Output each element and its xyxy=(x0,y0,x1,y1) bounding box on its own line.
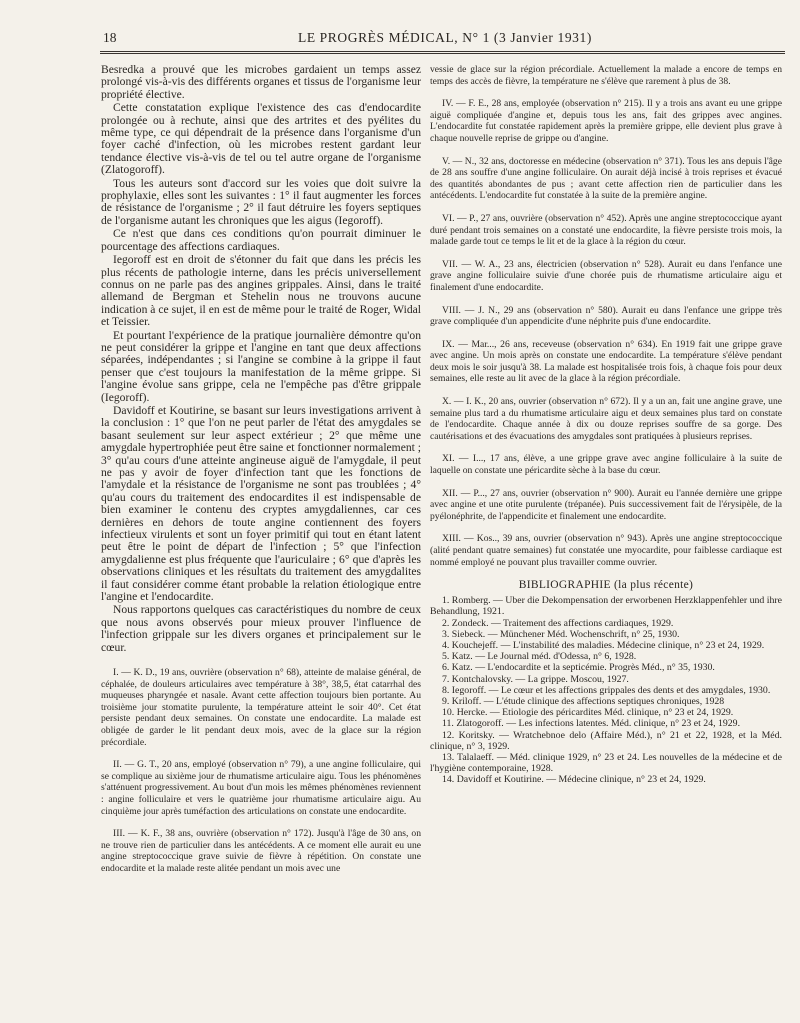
observation-paragraph: IX. — Mar..., 26 ans, receveuse (observation n° 634). En 1919 fait une grippe grave avec angine. Un mois après on constate une endocardite. La température s'élève pendant deux mois le soir jusqu'à 38. La malade est hospitalisée trois fois, à chaque fois pour deux semaines, elle reste au lit avec de la glace à la région précordiale. xyxy=(430,338,782,385)
running-header xyxy=(103,30,783,50)
running-title: LE PROGRÈS MÉDICAL, N° 1 (3 Janvier 1931) xyxy=(298,30,592,45)
observation-paragraph: VIII. — J. N., 29 ans (observation n° 580). Aurait eu dans l'enfance une grippe très grave compliquée d'un appendicite d'une néphrite puis d'une endocardite. xyxy=(430,304,782,328)
body-paragraph: Cette constatation explique l'existence des cas d'endocardite prolongée ou à rechute, ainsi que des artrites et des pyélites du même type, ce qui dépendrait de la présence dans l'organisme d'un foyer caché d'infection, où les microbes restent gardant leur tendance élective vis-à-vis de tel ou tel autre organe de l'organisme (Zlatogoroff). xyxy=(101,101,421,177)
paragraph-gap xyxy=(101,655,421,667)
observation-paragraph: vessie de glace sur la région précordiale. Actuellement la malade a encore de temps en temps des accès de fièvre, la température ne s'élève que rarement à plus de 38. xyxy=(430,64,782,87)
bibliography-entry: 12. Koritsky. — Wratchebnoe delo (Affaire Méd.), n° 21 et 22, 1928, et la Méd. clinique, n° 3, 1929. xyxy=(430,729,782,752)
bibliography-entry: 11. Zlatogoroff. — Les infections latentes. Méd. clinique, n° 23 et 24, 1929. xyxy=(442,718,741,730)
bibliography-entry: 1. Romberg. — Uber die Dekompensation der erworbenen Herzklappenfehler und ihre Behandlung, 1921. xyxy=(430,595,782,618)
body-paragraph: Nous rapportons quelques cas caractéristiques du nombre de ceux que nous avons observés pour mieux prouver l'influence de l'infection grippale sur les divers organes et principalement sur le cœur. xyxy=(101,603,421,654)
observation-paragraph: VII. — W. A., 23 ans, électricien (observation n° 528). Aurait eu dans l'enfance une grave angine folliculaire suivie d'une chorée puis de rhumatisme articulaire aigu et finalement d'une endocardite. xyxy=(430,258,782,293)
body-paragraph: Davidoff et Koutirine, se basant sur leurs investigations arrivent à la conclusion : 1° que l'on ne peut parler de l'état des amygdales se basant seulement sur leur aspect extérieur ; 2° que même une amygdale hypertrophiée peut être saine et fonctionner normalement ; 3° qu'au cours d'une atteinte angineuse aiguë de l'amygdale, il peut ne pas y avoir de foyer d'infection tant que les fonctions de l'amydale et la résistance de l'organisme ne sont pas troublées ; 4° qu'au cours du traitement des endocardites il est indispensable de bien examiner le contenu des cryptes amygdaliennes, car ces dernières en dehors de toute angine contiennent des foyers infectieux virulents et sont un foyer primitif qui tout en étant latent peut être le point de départ de l'infection ; 5° que l'infection amygdalienne est plus fréquente que l'auriculaire ; 6° que d'après les observations cliniques et les résultats du traitement des amygdalites il faut considérer comme étant probable la relation étiologique entre l'angine et l'endocardite. xyxy=(101,403,421,604)
page-number: 18 xyxy=(103,30,117,45)
bibliography-entry: 8. Iegoroff. — Le cœur et les affections grippales des dents et des amygdales, 1930. xyxy=(442,684,771,696)
body-paragraph: Ce n'est que dans ces conditions qu'on pourrait diminuer le pourcentage des affections cardiaques. xyxy=(101,227,421,253)
bibliography-entry: 13. Talalaeff. — Méd. clinique 1929, n° 23 et 24. Les nouvelles de la médecine et de l'hygiène contemporaine, 1928. xyxy=(430,752,782,775)
bibliography-entry: 5. Katz. — Le Journal méd. d'Odessa, n° 6, 1928. xyxy=(442,651,637,663)
observation-paragraph: VI. — P., 27 ans, ouvrière (observation n° 452). Après une angine streptococcique ayant duré pendant trois semaines on a constaté une endocardite, la fièvre persiste trois mois, la malade garde tout ce temps le lit et de la glace à la région du cœur. xyxy=(430,212,782,248)
bibliography-entry: 6. Katz. — L'endocardite et la septicémie. Progrès Méd., n° 35, 1930. xyxy=(442,662,715,674)
bibliography-entry: 4. Kouchejeff. — L'instabilité des maladies. Médecine clinique, n° 23 et 24, 1929. xyxy=(442,640,765,651)
observation-paragraph: II. — G. T., 20 ans, employé (observation n° 79), a une angine folliculaire, qui se complique au sixième jour de rhumatisme articulaire aigu. Tous les phénomènes s'atténuent progressivement. Au bout d'un mois les mêmes phénomènes reviennent : angine folliculaire et vers le quatrième jour rhumatisme articulaire aigu. Au cinquième jour après tuméfaction des articulations on constate une endocardite. xyxy=(101,759,421,817)
body-paragraph: Besredka a prouvé que les microbes gardaient un temps assez prolongé vis-à-vis des différents organes et tissus de l'organisme leur propriété élective. xyxy=(101,63,421,101)
observation-paragraph: XI. — I..., 17 ans, élève, a une grippe grave avec angine folliculaire à la suite de laquelle on constate une péricardite sèche à la base du cœur. xyxy=(430,453,782,477)
observation-paragraph: V. — N., 32 ans, doctoresse en médecine (observation n° 371). Tous les ans depuis l'âge de 28 ans souffre d'une angine folliculaire. On aurait déjà incisé à trois reprises et évacué des quantités abondantes de pus ; avant cette affection rien de particulier dans les antécédents. L'endocardite fut constatée à la suite de la première angine. xyxy=(430,155,782,202)
right-column xyxy=(430,64,782,786)
bibliography-entry: 10. Hercke. — Etiologie des péricardites Méd. clinique, n° 23 et 24, 1929. xyxy=(442,707,734,719)
bibliography-entry: 3. Siebeck. — Münchener Méd. Wochenschrift, n° 25, 1930. xyxy=(442,628,680,640)
observation-paragraph: XIII. — Kos.., 39 ans, ouvrier (observation n° 943). Après une angine streptococcique (alité pendant quatre semaines) fut constatée une myocardite, pour faiblesse cardiaque est nommé employé ne pouvant plus travailler comme ouvrier. xyxy=(430,533,782,568)
observation-paragraph: I. — K. D., 19 ans, ouvrière (observation n° 68), atteinte de malaise général, de céphalée, de douleurs articulaires avec température à 38°, 38,5, état catarrhal des muqueuses pharyngée et nasale. Avant cette affection toujours bien portante. Au troisième jour stomatite purulente, la température atteint le soir 40°. Cet état persiste pendant deux semaines. On constate une endocardite. La malade est obligée de garder le lit pendant deux mois, avec de la glace sur la région précordiale. xyxy=(101,667,421,748)
body-paragraph: Et pourtant l'expérience de la pratique journalière démontre qu'on ne peut considérer la grippe et l'angine en tant que deux affections séparées, indépendantes ; si l'angine se combine à la grippe il faut penser que c'est toujours la manifestation de la même grippe. Si l'angine évolue sans grippe, cela ne l'empêche pas d'être grippale (Iegoroff). xyxy=(101,328,421,404)
observation-paragraph: IV. — F. E., 28 ans, employée (observation n° 215). Il y a trois ans avant eu une grippe aiguë compliquée d'angine et, depuis tous les ans, fait des grippes avec angines. L'endocardite fut constatée rapidement après la première grippe, elle devient plus grave à chaque nouvelle reprise de grippe ou d'angine. xyxy=(430,98,782,144)
bibliography-entry: 14. Davidoff et Koutirine. — Médecine clinique, n° 23 et 24, 1929. xyxy=(442,774,706,786)
bibliography-entry: 9. Kriloff. — L'étude clinique des affections septiques chroniques, 1928 xyxy=(442,696,725,708)
observation-paragraph: XII. — P..., 27 ans, ouvrier (observation n° 900). Aurait eu l'année dernière une grippe avec angine et une otite purulente (trépanée). Puis successivement fait de l'érysipèle, de la pyélonéphrite, de l'appendicite et finalement une endocardite. xyxy=(430,487,782,522)
header-rule-double xyxy=(100,53,785,54)
header-rule xyxy=(100,51,785,52)
observation-paragraph: III. — K. F., 38 ans, ouvrière (observation n° 172). Jusqu'à l'âge de 30 ans, on ne trouve rien de particulier dans les antécédents. A ce moment elle aurait eu une angine streptococcique grave suivie de fièvre à répétition. On constate une endocardite et la malade reste alitée pendant un mois avec une xyxy=(101,828,421,874)
left-column xyxy=(101,64,421,886)
body-paragraph: Iegoroff est en droit de s'étonner du fait que dans les précis les plus récents de pathologie interne, dans les précis universellement connus on ne parle pas des angines grippales. Ainsi, dans le traité allemand de Bergman et Stehelin nous ne trouvons aucune indication à ce sujet, il en est de même pour le traité de Roger, Widal et Teissier. xyxy=(101,253,421,329)
bibliography-title: BIBLIOGRAPHIE (la plus récente) xyxy=(518,579,694,592)
bibliography-entry: 7. Kontchalovsky. — La grippe. Moscou, 1927. xyxy=(442,673,629,685)
bibliography-entry: 2. Zondeck. — Traitement des affections cardiaques, 1929. xyxy=(442,617,674,629)
body-paragraph: Tous les auteurs sont d'accord sur les voies que doit suivre la prophylaxie, elles sont les suivantes : 1° il faut augmenter les forces de résistance de l'organisme ; 2° il faut détruire les foyers septiques de l'organisme autant les chroniques que les aigus (Iegoroff). xyxy=(101,176,421,227)
observation-paragraph: X. — I. K., 20 ans, ouvrier (observation n° 672). Il y a un an, fait une angine grave, une semaine plus tard a du rhumatisme articulaire aigu et deux semaines plus tard on constate de l'endocardite. Chaque année à dix ou douze reprises souffre de sa gorge. Des cautérisations et des évacuations des amygdales sont pratiquées à plusieurs reprises. xyxy=(430,396,782,442)
